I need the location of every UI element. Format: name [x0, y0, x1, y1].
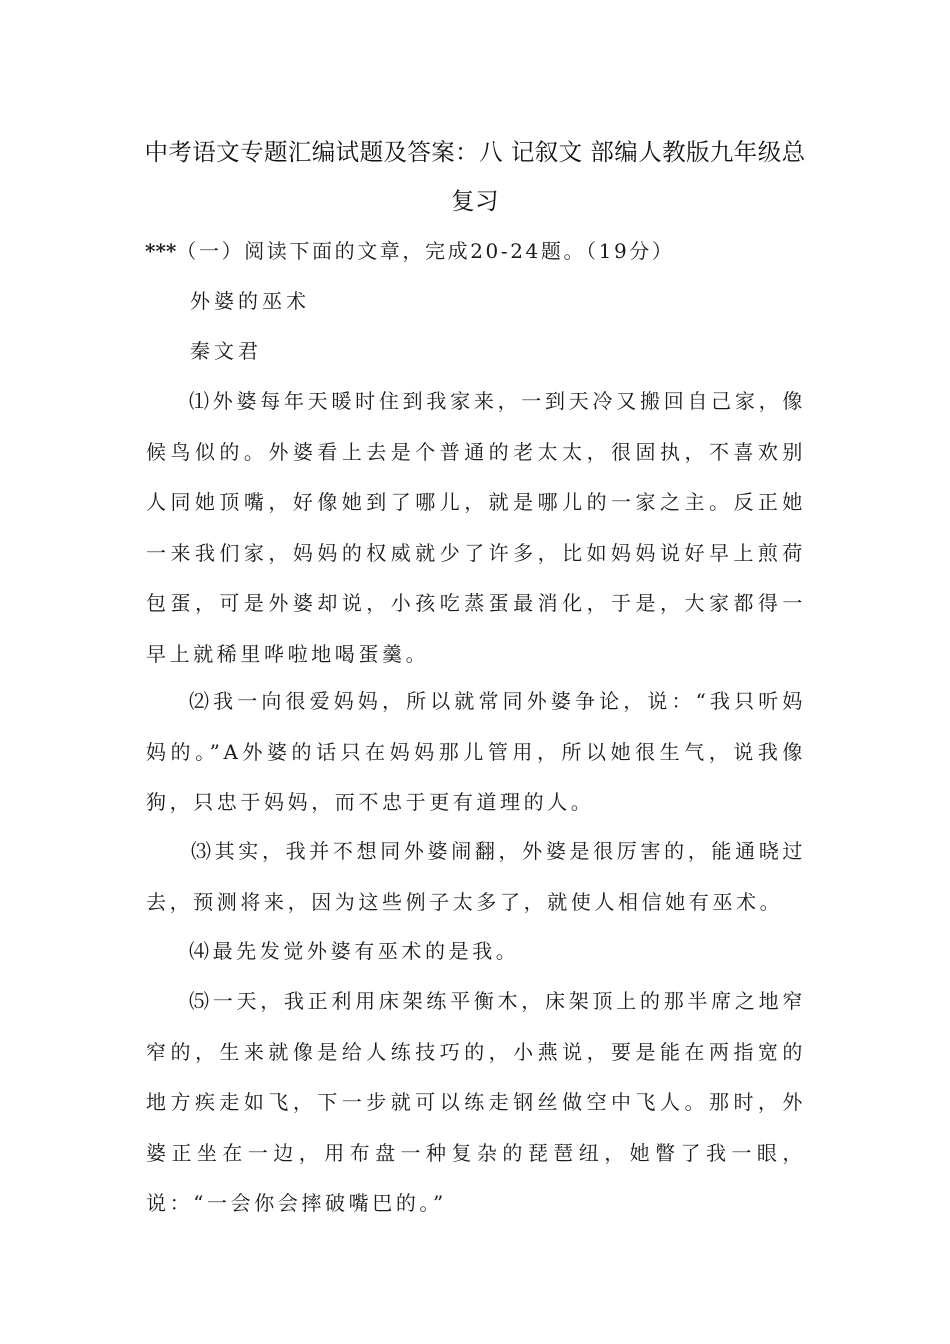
paragraph-3: ⑶其实，我并不想同外婆闹翻，外婆是很厉害的，能通晓过去，预测将来，因为这些例子太多了，就使人相信她有巫术。	[146, 839, 806, 914]
instruction-text: （一）阅读下面的文章，完成20-24题。（19分）	[176, 239, 675, 263]
article-title: 外婆的巫术	[190, 289, 310, 313]
reading-instruction	[145, 226, 825, 277]
stars-marker: ***	[145, 239, 177, 263]
article-author: 秦文君	[190, 339, 262, 363]
paragraph-4: ⑷最先发觉外婆有巫术的是我。	[189, 939, 520, 963]
paragraph-1: ⑴外婆每年天暖时住到我家来，一到天冷又搬回自己家，像候鸟似的。外婆看上去是个普通的老太太，很固执，不喜欢别人同她顶嘴，好像她到了哪儿，就是哪儿的一家之主。反正她一来我们家，妈妈的权威就少了许多，比如妈妈说好早上煎荷包蛋，可是外婆却说，小孩吃蒸蛋最消化，于是，大家都得一早上就稀里哗啦地喝蛋羹。	[146, 389, 806, 666]
document-title: 中考语文专题汇编试题及答案：八 记叙文 部编人教版九年级总复习	[144, 138, 806, 215]
paragraph-2: ⑵我一向很爱妈妈，所以就常同外婆争论，说：“我只听妈妈的。”A外婆的话只在妈妈那儿管用，所以她很生气，说我像狗，只忠于妈妈，而不忠于更有道理的人。	[146, 689, 806, 814]
paragraph-5: ⑸一天，我正利用床架练平衡木，床架顶上的那半席之地窄窄的，生来就像是给人练技巧的，小燕说，要是能在两指宽的地方疾走如飞，下一步就可以练走钢丝做空中飞人。那时，外婆正坐在一边，用布盘一种复杂的琵琶纽，她瞥了我一眼，说：“一会你会摔破嘴巴的。”	[146, 989, 806, 1215]
